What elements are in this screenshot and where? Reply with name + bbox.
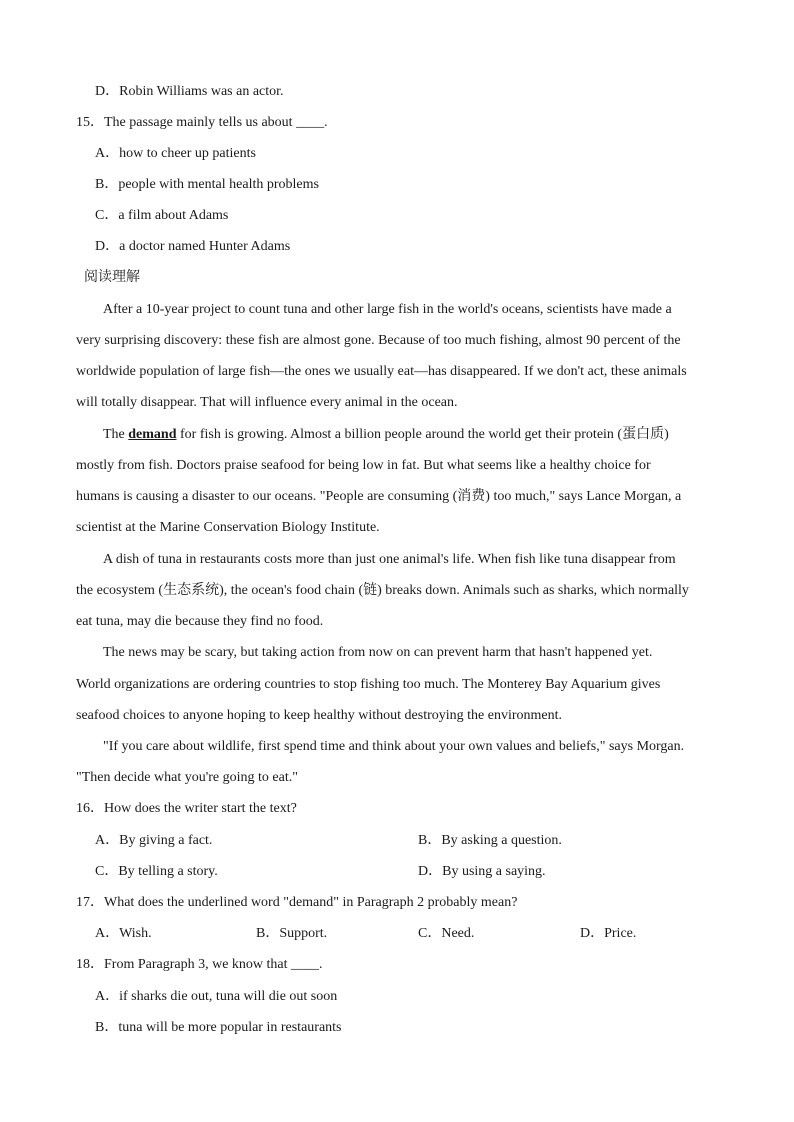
- q15-option-b[interactable]: B．people with mental health problems: [95, 177, 319, 192]
- q15-option-c[interactable]: C．a film about Adams: [95, 208, 229, 223]
- q18-option-b[interactable]: B．tuna will be more popular in restaurants: [95, 1020, 342, 1035]
- passage-p2-line: humans is causing a disaster to our oceans. "People are consuming (消费) too much," says Lance Morgan, a: [76, 489, 682, 504]
- passage-p3-line: the ecosystem (生态系统), the ocean's food chain (链) breaks down. Animals such as sharks, which normally: [76, 583, 689, 598]
- section-title: 阅读理解: [84, 270, 140, 285]
- passage-p2-line: [103, 426, 669, 444]
- q18-stem: 18．From Paragraph 3, we know that ____.: [76, 957, 323, 972]
- passage-p4-line: The news may be scary, but taking action from now on can prevent harm that hasn't happened yet.: [103, 645, 653, 660]
- q15-option-d[interactable]: D．a doctor named Hunter Adams: [95, 239, 291, 254]
- passage-p4-line: World organizations are ordering countries to stop fishing too much. The Monterey Bay Aquarium gives: [76, 677, 661, 692]
- q17-option-b[interactable]: B．Support.: [256, 926, 328, 941]
- passage-p1-line: After a 10-year project to count tuna and other large fish in the world's oceans, scientists have made a: [103, 302, 672, 317]
- passage-p3-line: A dish of tuna in restaurants costs more than just one animal's life. When fish like tuna disappear from: [103, 552, 676, 567]
- passage-p2-line: scientist at the Marine Conservation Biology Institute.: [76, 520, 380, 535]
- passage-p4-line: seafood choices to anyone hoping to keep healthy without destroying the environment.: [76, 708, 562, 723]
- passage-p1-line: will totally disappear. That will influence every animal in the ocean.: [76, 395, 458, 410]
- underlined-word-demand: demand: [128, 427, 177, 442]
- passage-p5-line: "If you care about wildlife, first spend time and think about your own values and beliefs," says Morgan.: [103, 739, 685, 754]
- q17-option-c[interactable]: C．Need.: [418, 926, 475, 941]
- q15-stem: 15．The passage mainly tells us about ____.: [76, 115, 328, 130]
- passage-p1-line: worldwide population of large fish—the ones we usually eat—has disappeared. If we don't act, these animals: [76, 364, 687, 379]
- q16-option-a[interactable]: A．By giving a fact.: [95, 833, 213, 848]
- q17-stem: 17．What does the underlined word "demand" in Paragraph 2 probably mean?: [76, 895, 518, 910]
- passage-p2-line: mostly from fish. Doctors praise seafood for being low in fat. But what seems like a healthy choice for: [76, 458, 651, 473]
- q14-option-d[interactable]: D．Robin Williams was an actor.: [95, 84, 284, 99]
- passage-p2-post: for fish is growing. Almost a billion people around the world get their protein (蛋白质): [176, 427, 669, 442]
- passage-p3-line: eat tuna, may die because they find no food.: [76, 614, 324, 629]
- q18-option-a[interactable]: A．if sharks die out, tuna will die out soon: [95, 989, 338, 1004]
- passage-p2-pre: The: [103, 427, 129, 442]
- q15-option-a[interactable]: A．how to cheer up patients: [95, 146, 256, 161]
- q16-stem: 16．How does the writer start the text?: [76, 801, 297, 816]
- passage-p1-line: very surprising discovery: these fish are almost gone. Because of too much fishing, almost 90 percent of the: [76, 333, 681, 348]
- passage-p5-line: "Then decide what you're going to eat.": [76, 770, 298, 785]
- q16-option-d[interactable]: D．By using a saying.: [418, 864, 546, 879]
- q16-option-b[interactable]: B．By asking a question.: [418, 833, 562, 848]
- q17-option-d[interactable]: D．Price.: [580, 926, 637, 941]
- q16-option-c[interactable]: C．By telling a story.: [95, 864, 218, 879]
- q17-option-a[interactable]: A．Wish.: [95, 926, 152, 941]
